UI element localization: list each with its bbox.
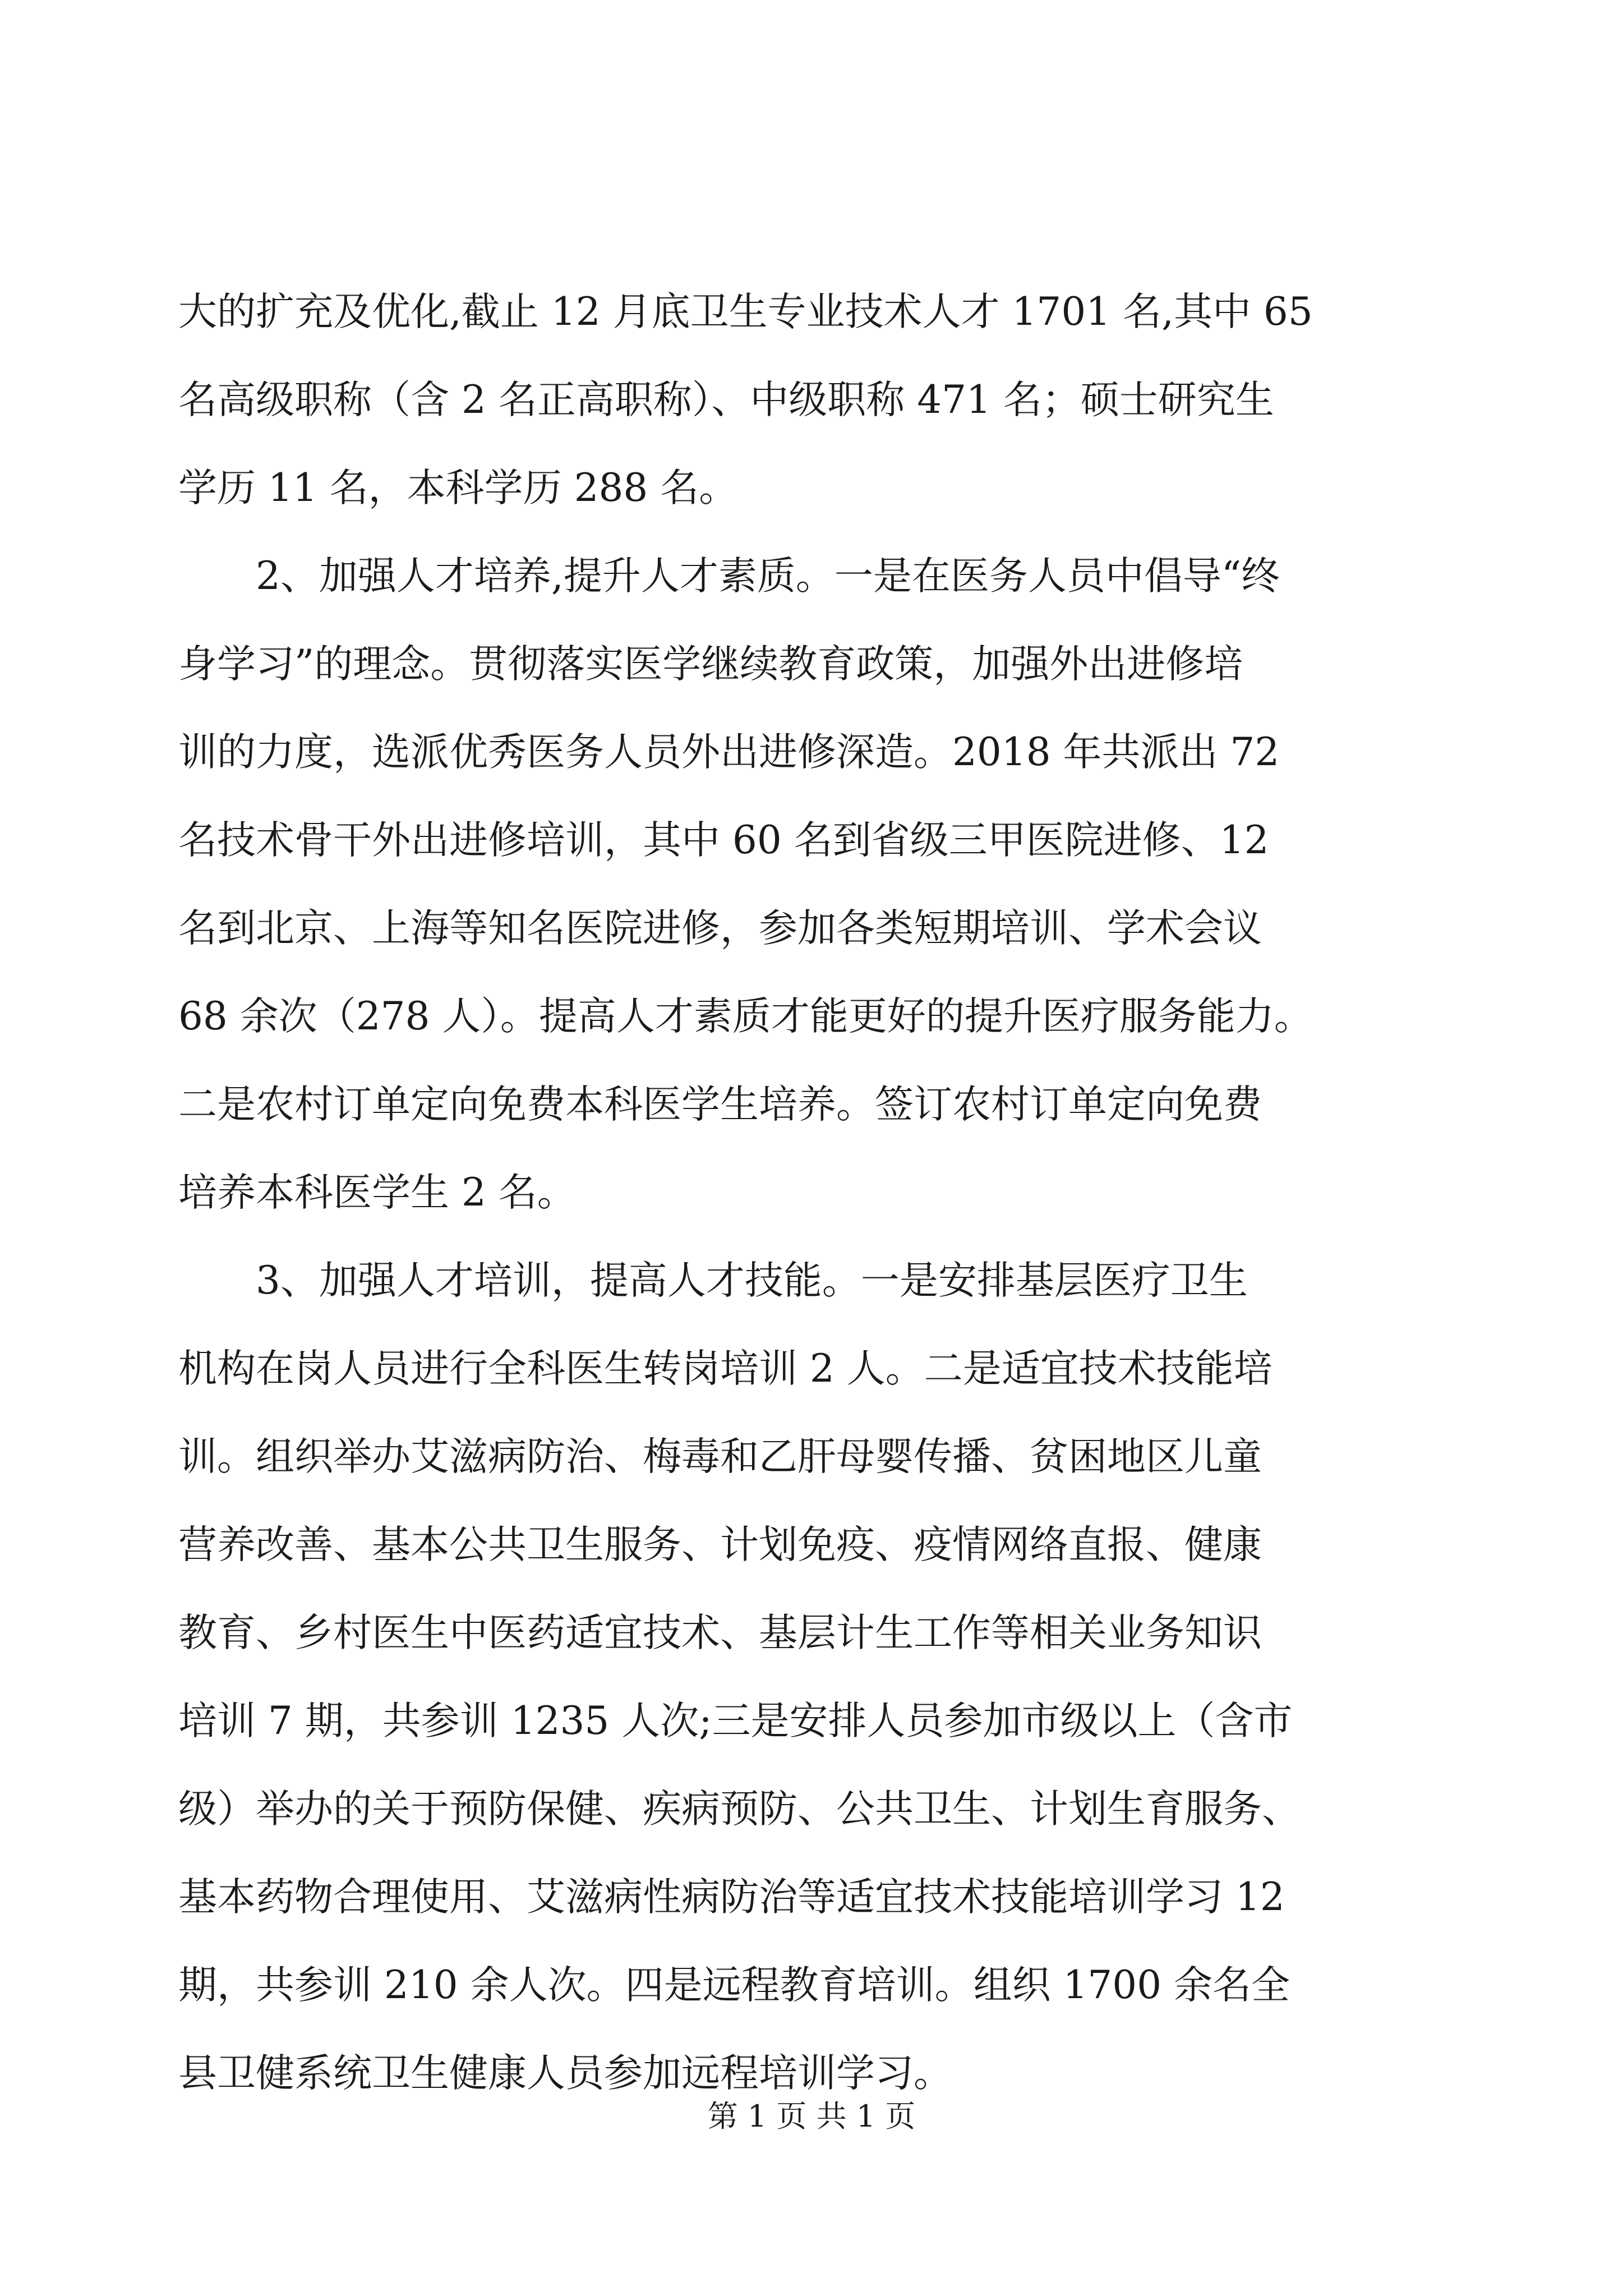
- text-line: 机构在岗人员进行全科医生转岗培训 2 人。二是适宜技术技能培: [178, 1346, 1272, 1391]
- text-line: 训的力度，选派优秀医务人员外出进修深造。2018 年共派出 72: [178, 730, 1280, 775]
- text-line: 大的扩充及优化,截止 12 月底卫生专业技术人才 1701 名,其中 65: [178, 289, 1313, 334]
- text-line: 培养本科医学生 2 名。: [178, 1170, 576, 1215]
- text-line: 学历 11 名，本科学历 288 名。: [178, 466, 738, 510]
- paragraph-heading-line: 2、加强人才培养,提升人才素质。一是在医务人员中倡导“终: [256, 554, 1280, 599]
- paragraph-heading-line: 3、加强人才培训，提高人才技能。一是安排基层医疗卫生: [256, 1258, 1248, 1303]
- text-line: 身学习”的理念。贯彻落实医学继续教育政策，加强外出进修培: [178, 642, 1243, 687]
- text-line: 基本药物合理使用、艾滋病性病防治等适宜技术技能培训学习 12: [178, 1875, 1285, 1920]
- document-body: [178, 268, 1445, 2118]
- text-line: 名技术骨干外出进修培训，其中 60 名到省级三甲医院进修、12: [178, 818, 1269, 863]
- text-line: 培训 7 期，共参训 1235 人次;三是安排人员参加市级以上（含市: [178, 1699, 1293, 1743]
- text-line: 训。组织举办艾滋病防治、梅毒和乙肝母婴传播、贫困地区儿童: [178, 1434, 1262, 1479]
- text-line: 名到北京、上海等知名医院进修，参加各类短期培训、学术会议: [178, 906, 1262, 951]
- text-line: 教育、乡村医生中医药适宜技术、基层计生工作等相关业务知识: [178, 1611, 1262, 1655]
- text-line: 二是农村订单定向免费本科医学生培养。签订农村订单定向免费: [178, 1082, 1262, 1127]
- text-line: 级）举办的关于预防保健、疾病预防、公共卫生、计划生育服务、: [178, 1787, 1301, 1832]
- page-number-footer: 第 1 页 共 1 页: [707, 2099, 916, 2134]
- text-line: 期，共参训 210 余人次。四是远程教育培训。组织 1700 余名全: [178, 1963, 1290, 2008]
- text-line: 68 余次（278 人）。提高人才素质才能更好的提升医疗服务能力。: [178, 994, 1313, 1039]
- text-line: 县卫健系统卫生健康人员参加远程培训学习。: [178, 2051, 952, 2096]
- text-line: 营养改善、基本公共卫生服务、计划免疫、疫情网络直报、健康: [178, 1522, 1262, 1567]
- text-line: 名高级职称（含 2 名正高职称）、中级职称 471 名；硕士研究生: [178, 378, 1274, 422]
